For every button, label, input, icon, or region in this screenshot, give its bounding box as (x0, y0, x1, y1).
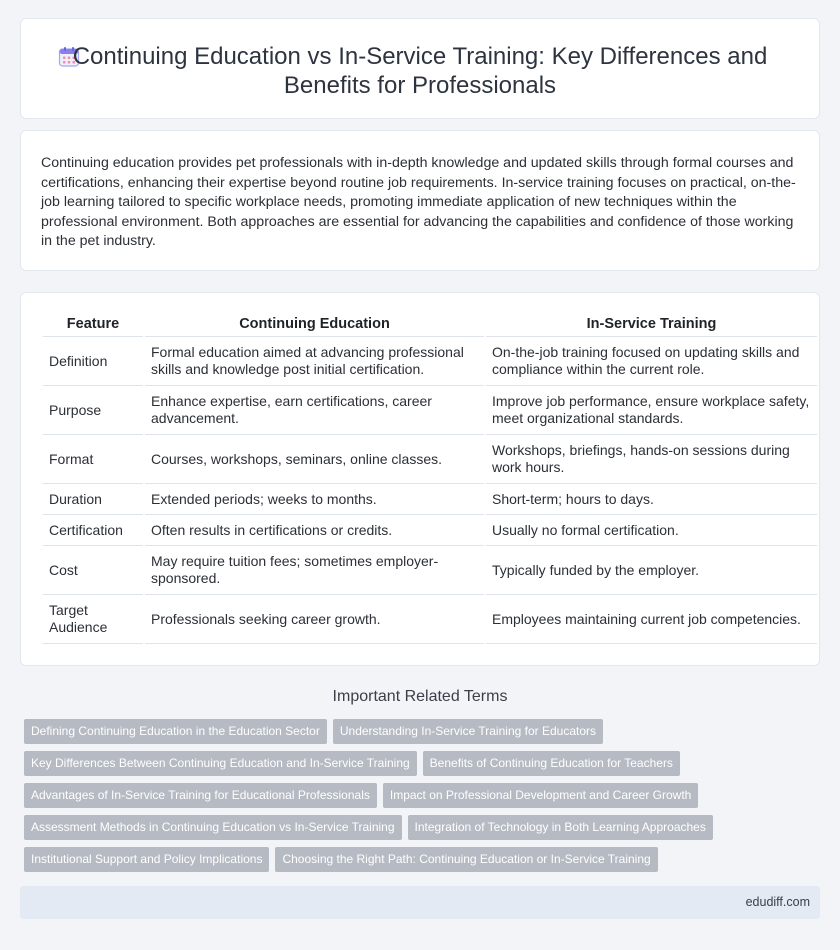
table-cell: Typically funded by the employer. (486, 546, 817, 595)
tag-row (24, 847, 814, 879)
table-cell: Extended periods; weeks to months. (145, 484, 484, 515)
related-term-tag[interactable]: Understanding In-Service Training for Educators (333, 719, 603, 744)
table-row (43, 546, 817, 595)
tag-row (24, 783, 814, 815)
table-cell: Purpose (43, 386, 143, 435)
summary-card (20, 130, 820, 271)
column-header-in-service-training: In-Service Training (486, 315, 817, 337)
tag-row (24, 719, 814, 751)
table-cell: May require tuition fees; sometimes employer-sponsored. (145, 546, 484, 595)
table-cell: Cost (43, 546, 143, 595)
table-row (43, 337, 817, 386)
table-cell: Enhance expertise, earn certifications, career advancement. (145, 386, 484, 435)
related-terms-heading: Important Related Terms (332, 688, 508, 705)
tag-row (24, 815, 814, 847)
table-cell: Usually no formal certification. (486, 515, 817, 546)
related-term-tag[interactable]: Assessment Methods in Continuing Education vs In-Service Training (24, 815, 402, 840)
table-cell: Target Audience (43, 595, 143, 644)
column-header-feature: Feature (43, 315, 143, 337)
table-cell: Format (43, 435, 143, 484)
table-cell: Formal education aimed at advancing professional skills and knowledge post initial certification. (145, 337, 484, 386)
table-cell: Short-term; hours to days. (486, 484, 817, 515)
table-cell: Often results in certifications or credits. (145, 515, 484, 546)
related-term-tag[interactable]: Integration of Technology in Both Learning Approaches (408, 815, 713, 840)
table-cell: Professionals seeking career growth. (145, 595, 484, 644)
comparison-table (41, 315, 819, 644)
table-row (43, 515, 817, 546)
footer-site-link[interactable]: edudiff.com (745, 895, 810, 909)
page-title: Continuing Education vs In-Service Training: Key Differences and Benefits for Professionals (72, 43, 768, 99)
related-term-tag[interactable]: Institutional Support and Policy Implications (24, 847, 269, 872)
column-header-continuing-education: Continuing Education (145, 315, 484, 337)
table-row (43, 595, 817, 644)
table-cell: On-the-job training focused on updating skills and compliance within the current role. (486, 337, 817, 386)
table-row (43, 386, 817, 435)
related-term-tag[interactable]: Impact on Professional Development and Career Growth (383, 783, 698, 808)
table-cell: Courses, workshops, seminars, online classes. (145, 435, 484, 484)
related-term-tag[interactable]: Choosing the Right Path: Continuing Education or In-Service Training (275, 847, 657, 872)
comparison-table-card (20, 292, 820, 666)
table-cell: Duration (43, 484, 143, 515)
related-term-tag[interactable]: Advantages of In-Service Training for Educational Professionals (24, 783, 377, 808)
table-cell: Employees maintaining current job competencies. (486, 595, 817, 644)
table-cell: Certification (43, 515, 143, 546)
table-cell: Definition (43, 337, 143, 386)
footer (20, 886, 820, 919)
table-cell: Workshops, briefings, hands-on sessions during work hours. (486, 435, 817, 484)
tag-row (24, 751, 814, 783)
related-terms-list (24, 719, 814, 879)
summary-text: Continuing education provides pet professionals with in-depth knowledge and updated skills through formal courses and certifications, enhancing their expertise beyond routine job requirements. In-service training focuses on practical, on-the-job learning tailored to specific workplace needs, promoting immediate application of new techniques within the professional environment. Both approaches are essential for advancing the capabilities and confidence of those working in the pet industry. (41, 155, 796, 250)
related-term-tag[interactable]: Key Differences Between Continuing Education and In-Service Training (24, 751, 417, 776)
header-card (20, 18, 820, 119)
related-term-tag[interactable]: Benefits of Continuing Education for Teachers (423, 751, 680, 776)
related-term-tag[interactable]: Defining Continuing Education in the Education Sector (24, 719, 327, 744)
table-cell: Improve job performance, ensure workplace safety, meet organizational standards. (486, 386, 817, 435)
table-row (43, 435, 817, 484)
table-header-row (43, 315, 817, 337)
table-row (43, 484, 817, 515)
